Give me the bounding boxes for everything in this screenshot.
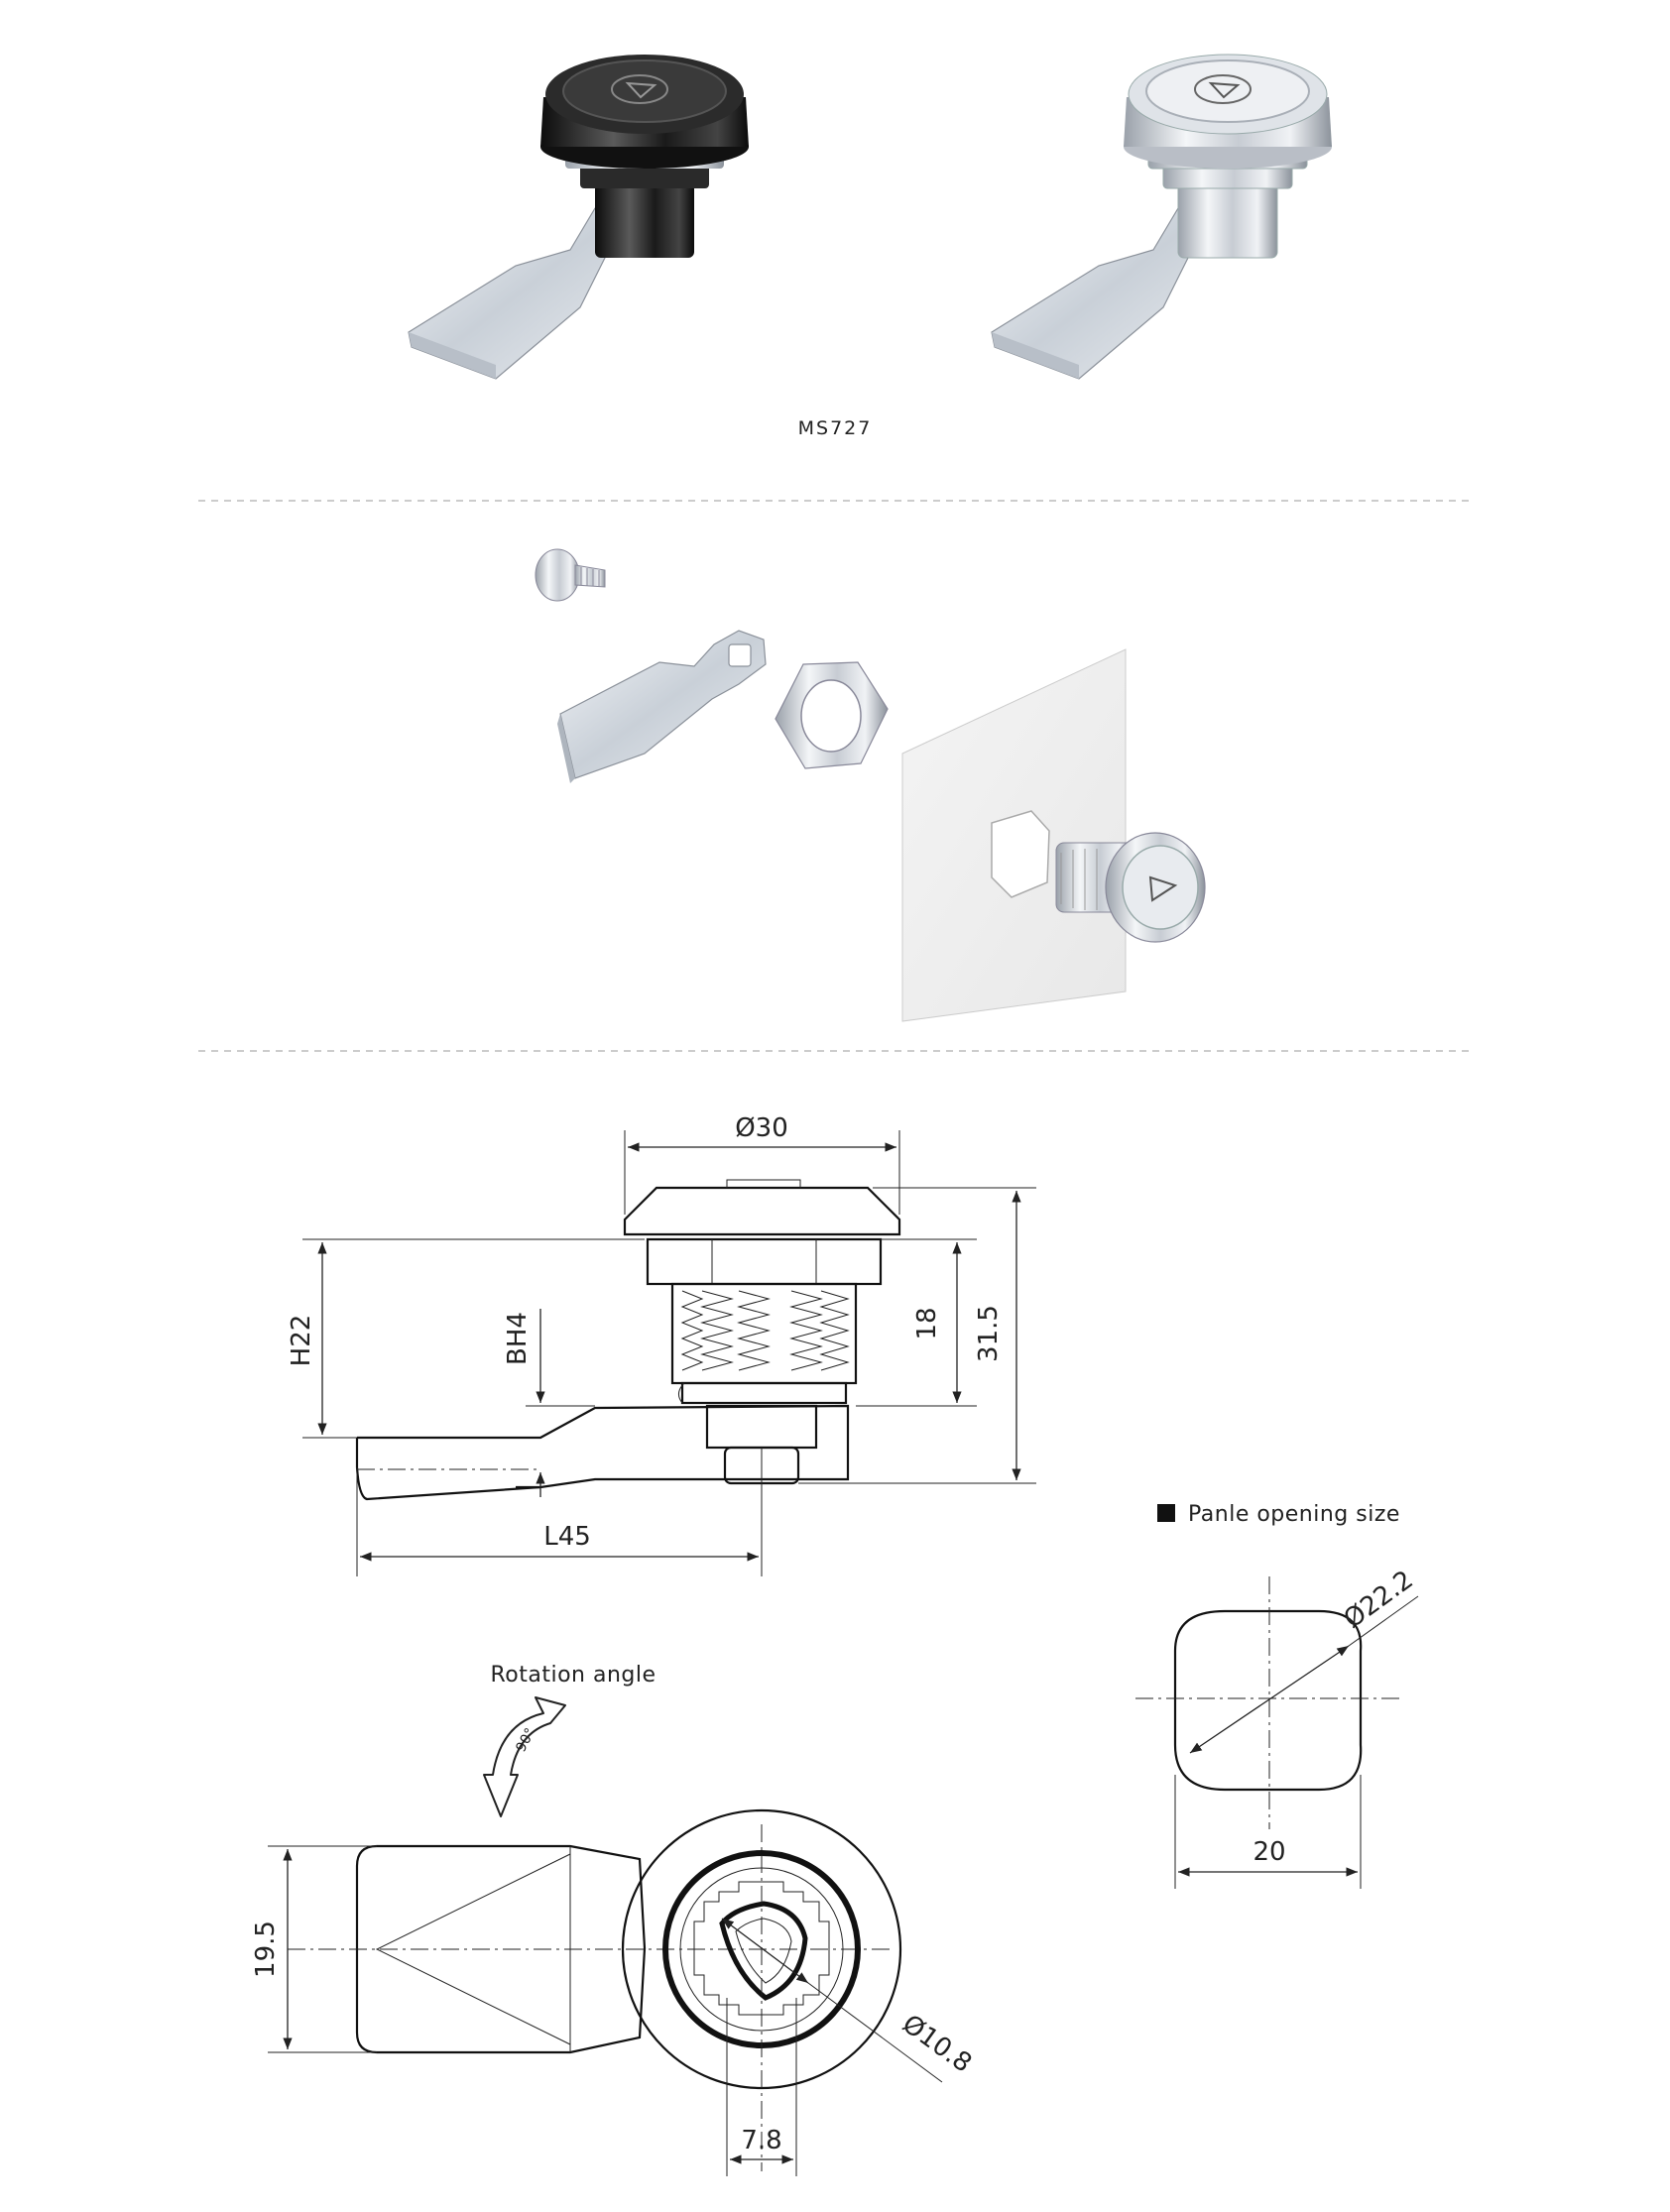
- rotation-title: Rotation angle: [490, 1663, 656, 1688]
- svg-text:90°: 90°: [513, 1725, 539, 1755]
- svg-text:7.8: 7.8: [741, 2126, 782, 2155]
- svg-text:H22: H22: [287, 1314, 316, 1367]
- thread-pattern: [682, 1291, 848, 1370]
- product-black-lock: [409, 55, 749, 379]
- rotation-arrow-icon: [484, 1697, 565, 1816]
- svg-text:Ø30: Ø30: [735, 1113, 788, 1143]
- svg-text:31.5: 31.5: [974, 1305, 1004, 1362]
- cam-lever: [557, 631, 766, 783]
- model-label: MS727: [797, 417, 873, 439]
- dim-diameter-30: [625, 1113, 899, 1215]
- front-view-drawing: [288, 1810, 900, 2171]
- hex-nut: [775, 662, 888, 768]
- dim-height-18: [856, 1239, 977, 1406]
- svg-text:Ø22.2: Ø22.2: [1338, 1565, 1419, 1635]
- panel-opening-title: Panle opening size: [1188, 1502, 1400, 1527]
- svg-text:20: 20: [1252, 1837, 1286, 1867]
- panel-opening-section: [1135, 1502, 1419, 1889]
- dim-height-h22: [287, 1239, 645, 1438]
- mounting-panel: [902, 649, 1126, 1021]
- svg-text:18: 18: [912, 1307, 942, 1340]
- svg-text:BH4: BH4: [503, 1312, 533, 1365]
- screw: [536, 549, 605, 601]
- svg-text:Ø10.8: Ø10.8: [896, 2009, 978, 2079]
- exploded-view: [536, 549, 1205, 1021]
- product-chrome-lock: [992, 55, 1332, 379]
- rotation-angle-section: [484, 1663, 656, 1816]
- legend-square-icon: [1157, 1504, 1175, 1522]
- svg-text:19.5: 19.5: [251, 1921, 281, 1978]
- svg-text:L45: L45: [543, 1522, 591, 1552]
- side-view-drawing: [357, 1180, 899, 1499]
